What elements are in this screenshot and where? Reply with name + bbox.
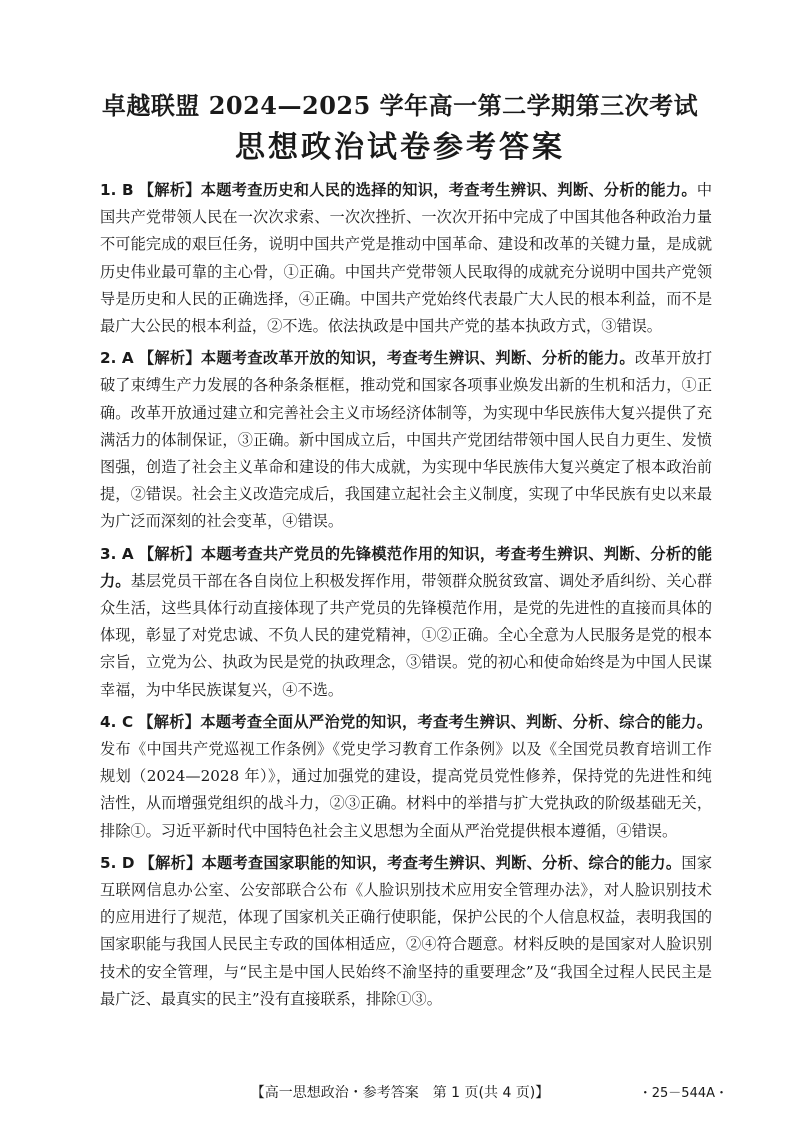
analysis-lead: 本题考查历史和人民的选择的知识，考查考生辨识、判断、分析的能力。 <box>200 181 697 199</box>
analysis-lead: 本题考查共产党员的先锋模范作用的知识，考查考生辨识、判断、分析的能力。 <box>100 544 713 590</box>
answer-item-5 <box>100 850 712 1013</box>
answer-key-title: 思想政治试卷参考答案 <box>235 130 565 165</box>
analysis-lead: 本题考查全面从严治党的知识，考查考生辨识、判断、分析、综合的能力。 <box>200 712 713 731</box>
analysis-tag: 【解析】 <box>138 712 201 731</box>
answer-number: 5. D <box>100 853 135 872</box>
analysis-tag: 【解析】 <box>138 181 201 199</box>
analysis-body: 中国共产党带领人民在一次次求索、一次次挫折、一次次开拓中完成了中国其他各种政治力量不可能完成的艰巨任务，说明中国共产党是推动中国革命、建设和改革的关键力量，是成就历史伟业最可靠的主心骨，①正确。中国共产党带领人民取得的成就充分说明中国共产党领导是历史和人民的正确选择，④正确。中国共产党始终代表最广大人民的根本利益，而不是最广大公民的根本利益，②不选。依法执政是中国共产党的基本执政方式，③错误。 <box>100 181 713 336</box>
analysis-tag: 【解析】 <box>139 853 202 872</box>
answer-number: 1. B <box>100 181 134 199</box>
answer-item-2 <box>100 345 712 535</box>
answer-number: 4. C <box>100 712 134 731</box>
analysis-tag: 【解析】 <box>138 349 201 368</box>
page-info: 【高一思想政治・参考答案 第 1 页(共 4 页)】 <box>250 1085 550 1101</box>
answer-number: 2. A <box>100 349 134 368</box>
answer-list <box>100 177 712 1018</box>
answer-item-4 <box>100 709 712 845</box>
analysis-lead: 本题考查改革开放的知识，考查考生辨识、判断、分析的能力。 <box>200 349 635 368</box>
analysis-body: 国家互联网信息办公室、公安部联合公布《人脸识别技术应用安全管理办法》，对人脸识别技术的应用进行了规范，体现了国家机关正确行使职能，保护公民的个人信息权益，表明我国的国家职能与我国人民民主专政的国体相适应，②④符合题意。材料反映的是国家对人脸识别技术的安全管理，与“民主是中国人民始终不渝坚持的重要理念”及“我国全过程人民民主是最广泛、最真实的民主”没有直接联系，排除①③。 <box>100 853 713 1008</box>
answer-item-3 <box>100 541 712 704</box>
analysis-body: 发布《中国共产党巡视工作条例》《党史学习教育工作条例》以及《全国党员教育培训工作规划（2024—2028 年）》，通过加强党的建设，提高党员党性修养，保持党的先进性和纯洁性，从而增强党组织的战斗力，②③正确。材料中的举措与扩大党执政的阶级基础无关，排除①。习近平新时代中国特色社会主义思想为全面从严治党提供根本遵循，④错误。 <box>100 740 712 840</box>
analysis-body: 改革开放打破了束缚生产力发展的各种条条框框，推动党和国家各项事业焕发出新的生机和活力，①正确。改革开放通过建立和完善社会主义市场经济体制等，为实现中华民族伟大复兴提供了充满活力的体制保证，③正确。新中国成立后，中国共产党团结带领中国人民自力更生、发愤图强，创造了社会主义革命和建设的伟大成就，为实现中华民族伟大复兴奠定了根本政治前提，②错误。社会主义改造完成后，我国建立起社会主义制度，实现了中华民族有史以来最为广泛而深刻的社会变革，④错误。 <box>100 349 713 531</box>
exam-title: 卓越联盟 2024—2025 学年高一第二学期第三次考试 <box>101 91 699 120</box>
answer-number: 3. A <box>100 544 134 563</box>
analysis-tag: 【解析】 <box>138 544 201 563</box>
paper-code: ・25－544A・ <box>638 1086 728 1101</box>
answer-item-1 <box>100 177 712 340</box>
analysis-body: 基层党员干部在各自岗位上积极发挥作用，带领群众脱贫致富、调处矛盾纠纷、关心群众生活，这些具体行动直接体现了共产党员的先锋模范作用，是党的先进性的直接而具体的体现，彰显了对党忠诚、不负人民的建党精神，①②正确。全心全意为人民服务是党的根本宗旨，立党为公、执政为民是党的执政理念，③错误。党的初心和使命始终是为中国人民谋幸福，为中华民族谋复兴，④不选。 <box>100 571 713 699</box>
analysis-lead: 本题考查国家职能的知识，考查考生辨识、判断、分析、综合的能力。 <box>201 853 682 872</box>
